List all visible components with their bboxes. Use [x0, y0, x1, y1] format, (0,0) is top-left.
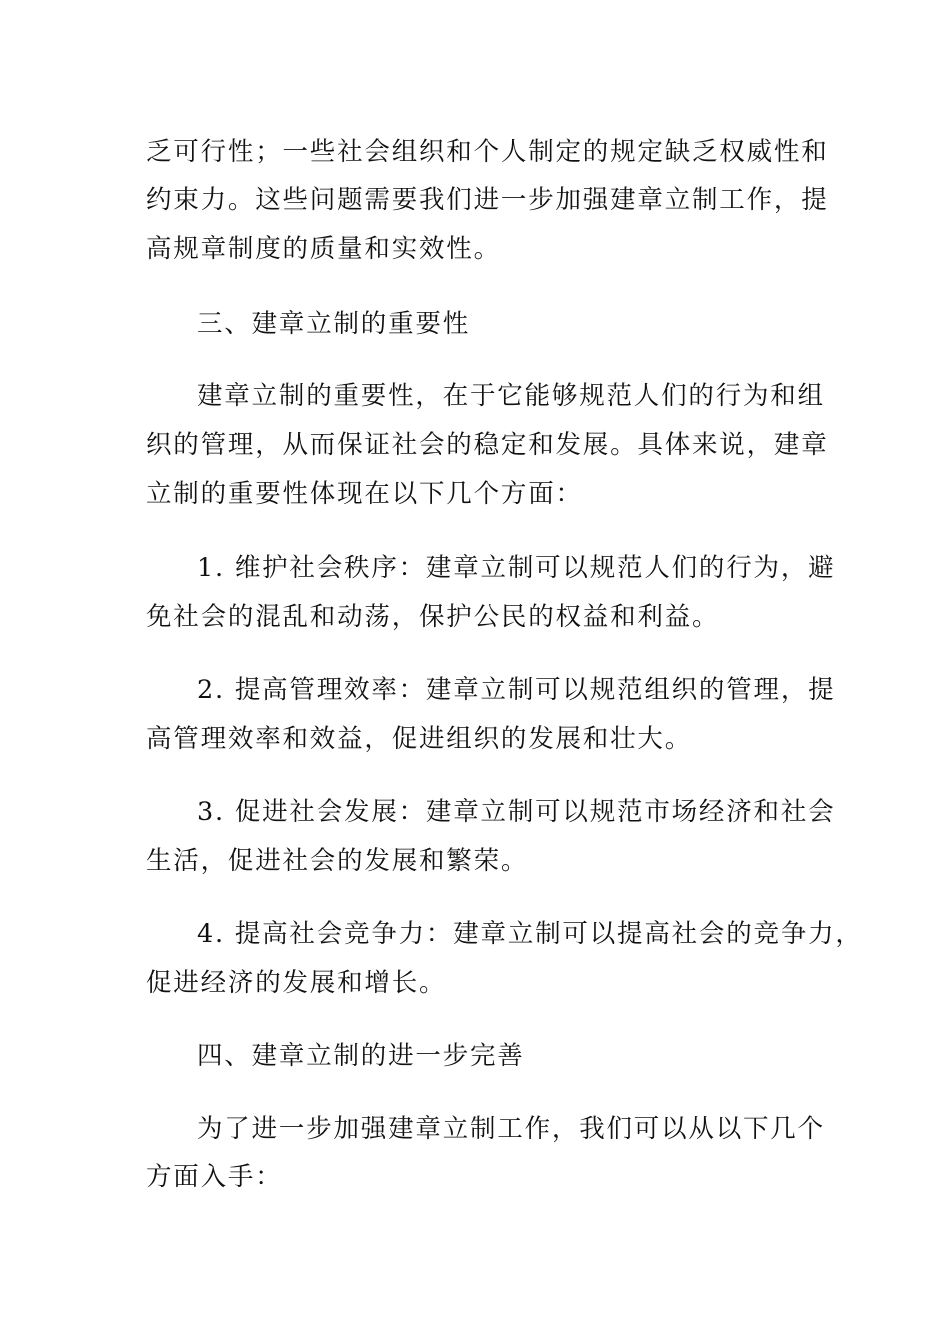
paragraph-line: 高规章制度的质量和实效性。 — [146, 234, 501, 264]
list-item: 1. 维护社会秩序：建章立制可以规范人们的行为，避 — [197, 553, 836, 583]
paragraph-line: 方面入手： — [146, 1162, 283, 1192]
paragraph-line: 约束力。这些问题需要我们进一步加强建章立制工作，提 — [146, 185, 829, 215]
section-heading: 三、建章立制的重要性 — [197, 309, 471, 339]
list-item-continuation: 免社会的混乱和动荡，保护公民的权益和利益。 — [146, 602, 720, 632]
list-item-continuation: 生活，促进社会的发展和繁荣。 — [146, 846, 529, 876]
paragraph-line: 建章立制的重要性，在于它能够规范人们的行为和组 — [197, 381, 825, 411]
paragraph-line: 织的管理，从而保证社会的稳定和发展。具体来说，建章 — [146, 430, 829, 460]
list-item-continuation: 高管理效率和效益，促进组织的发展和壮大。 — [146, 724, 693, 754]
paragraph-line: 为了进一步加强建章立制工作，我们可以从以下几个 — [197, 1114, 825, 1144]
paragraph-line: 乏可行性；一些社会组织和个人制定的规定缺乏权威性和 — [146, 137, 829, 167]
paragraph-line: 立制的重要性体现在以下几个方面： — [146, 479, 583, 509]
list-item: 3. 促进社会发展：建章立制可以规范市场经济和社会 — [197, 797, 836, 827]
list-item: 4. 提高社会竞争力：建章立制可以提高社会的竞争力， — [197, 919, 863, 949]
list-item-continuation: 促进经济的发展和增长。 — [146, 968, 447, 998]
section-heading: 四、建章立制的进一步完善 — [197, 1041, 525, 1071]
list-item: 2. 提高管理效率：建章立制可以规范组织的管理，提 — [197, 675, 836, 705]
